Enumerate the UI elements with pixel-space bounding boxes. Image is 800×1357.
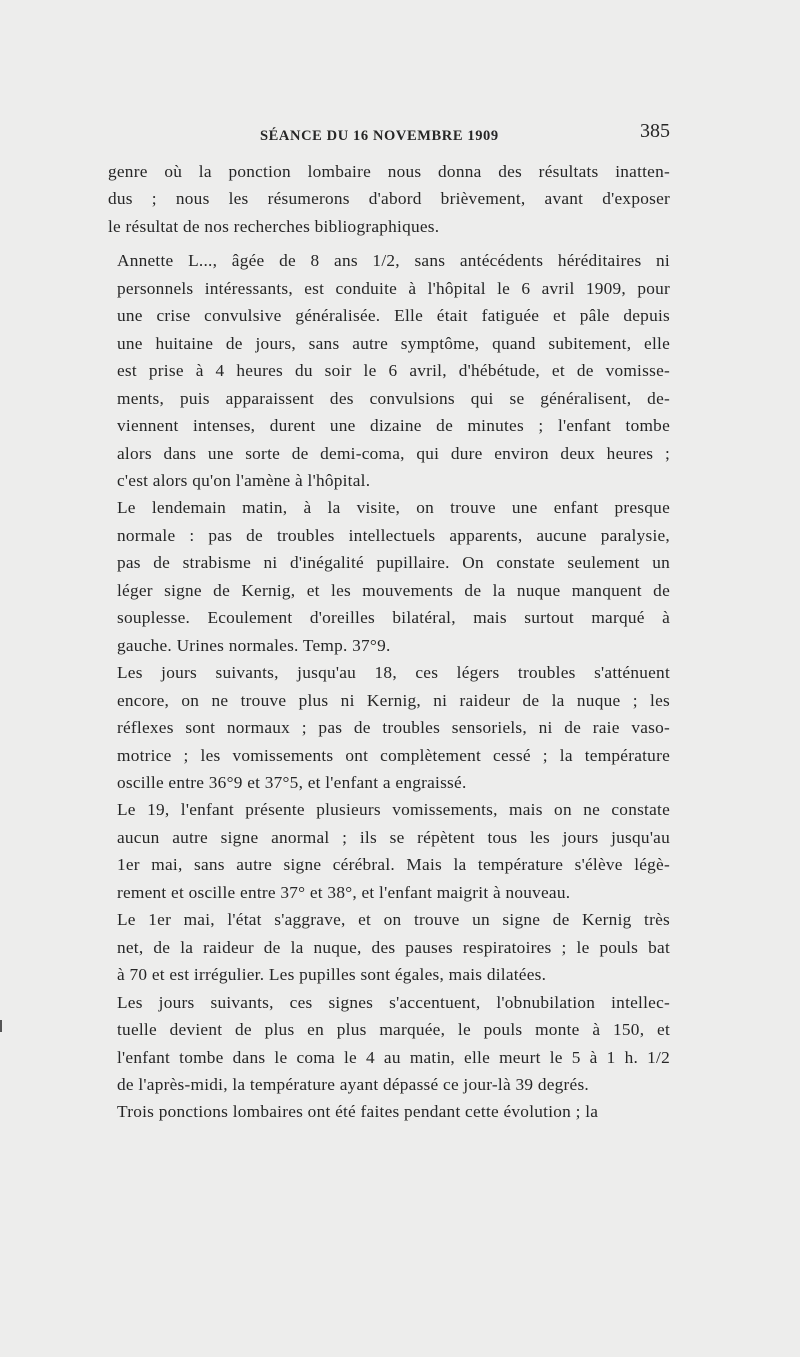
text-line: aucun autre signe anormal ; ils se répètent tous les jours jusqu'au [117, 827, 670, 847]
page-header [108, 120, 670, 150]
paragraph [108, 494, 670, 659]
text-line: le résultat de nos recherches bibliographiques. [108, 216, 440, 236]
text-line: c'est alors qu'on l'amène à l'hôpital. [117, 470, 371, 490]
text-line: dus ; nous les résumerons d'abord brièvement, avant d'exposer [108, 189, 670, 209]
margin-mark [0, 1020, 2, 1032]
text-line: Annette L..., âgée de 8 ans 1/2, sans antécédents héréditaires ni [117, 251, 670, 271]
paragraph [108, 158, 670, 240]
paragraph [108, 796, 670, 906]
text-line: Les jours suivants, jusqu'au 18, ces légers troubles s'atténuent [117, 663, 670, 683]
text-line: rement et oscille entre 37° et 38°, et l'enfant maigrit à nouveau. [117, 882, 571, 902]
text-line: motrice ; les vomissements ont complètement cessé ; la température [117, 745, 670, 765]
text-line: genre où la ponction lombaire nous donna des résultats inatten- [108, 162, 670, 181]
paragraph [108, 659, 670, 796]
text-line: Les jours suivants, ces signes s'accentuent, l'obnubilation intellec- [117, 992, 670, 1012]
paragraph [108, 247, 670, 494]
text-line: tuelle devient de plus en plus marquée, le pouls monte à 150, et [117, 1020, 670, 1040]
paragraph [108, 989, 670, 1099]
text-line: est prise à 4 heures du soir le 6 avril, d'hébétude, et de vomisse- [117, 361, 670, 381]
text-line: réflexes sont normaux ; pas de troubles sensoriels, ni de raie vaso- [117, 718, 670, 738]
body-text [108, 158, 670, 1126]
text-line: souplesse. Ecoulement d'oreilles bilatéral, mais surtout marqué à [117, 608, 670, 628]
text-line: Le 19, l'enfant présente plusieurs vomissements, mais on ne constate [117, 800, 670, 820]
text-line: de l'après-midi, la température ayant dépassé ce jour-là 39 degrés. [117, 1074, 589, 1094]
text-line: léger signe de Kernig, et les mouvements de la nuque manquent de [117, 580, 670, 600]
paragraph [108, 906, 670, 988]
text-line: alors dans une sorte de demi-coma, qui dure environ deux heures ; [117, 443, 670, 463]
text-line: 1er mai, sans autre signe cérébral. Mais la température s'élève légè- [117, 855, 670, 875]
text-line: normale : pas de troubles intellectuels apparents, aucune paralysie, [117, 525, 670, 545]
text-line: personnels intéressants, est conduite à l'hôpital le 6 avril 1909, pour [117, 278, 670, 298]
paragraph [108, 1098, 670, 1125]
text-line: gauche. Urines normales. Temp. 37°9. [117, 635, 391, 655]
text-line: une huitaine de jours, sans autre symptôme, quand subitement, elle [117, 333, 670, 353]
text-line: net, de la raideur de la nuque, des pauses respiratoires ; le pouls bat [117, 937, 670, 957]
text-line: Le 1er mai, l'état s'aggrave, et on trouve un signe de Kernig très [117, 910, 670, 930]
text-line: viennent intenses, durent une dizaine de minutes ; l'enfant tombe [117, 416, 670, 436]
text-line: une crise convulsive généralisée. Elle était fatiguée et pâle depuis [117, 306, 670, 326]
text-line: oscille entre 36°9 et 37°5, et l'enfant a engraissé. [117, 772, 467, 792]
text-line: encore, on ne trouve plus ni Kernig, ni raideur de la nuque ; les [117, 690, 670, 710]
text-line: l'enfant tombe dans le coma le 4 au matin, elle meurt le 5 à 1 h. 1/2 [117, 1047, 670, 1067]
page-number: 385 [640, 120, 670, 142]
text-line: ments, puis apparaissent des convulsions qui se généralisent, de- [117, 388, 670, 408]
running-head: SÉANCE DU 16 NOVEMBRE 1909 [260, 128, 499, 144]
text-line: à 70 et est irrégulier. Les pupilles sont égales, mais dilatées. [117, 965, 547, 985]
text-line: Trois ponctions lombaires ont été faites pendant cette évolution ; la [117, 1102, 599, 1122]
text-line: pas de strabisme ni d'inégalité pupillaire. On constate seulement un [117, 553, 670, 573]
text-line: Le lendemain matin, à la visite, on trouve une enfant presque [117, 498, 670, 518]
